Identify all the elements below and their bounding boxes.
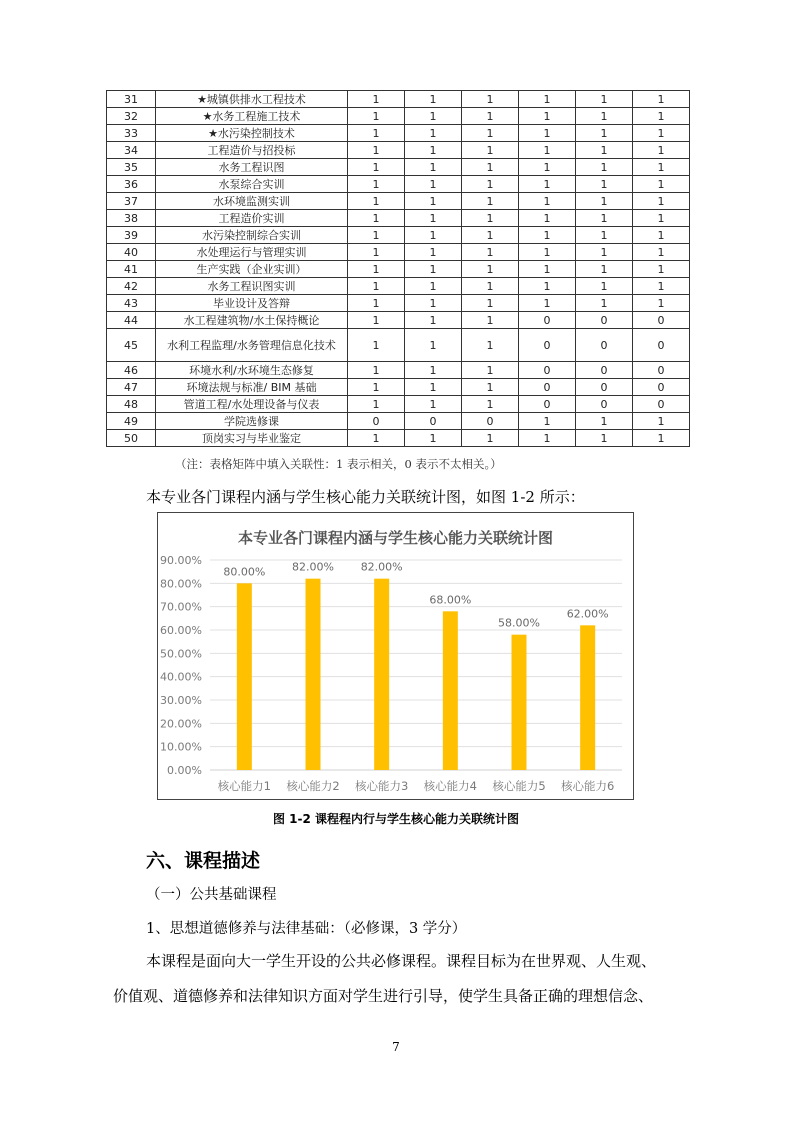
relevance-cell: 0 bbox=[633, 362, 690, 379]
y-tick-label: 0.00% bbox=[167, 764, 202, 777]
table-row bbox=[107, 210, 690, 227]
relevance-cell: 0 bbox=[405, 413, 462, 430]
y-tick-label: 80.00% bbox=[160, 577, 202, 591]
table-row bbox=[107, 176, 690, 193]
course-name-cell: 水泵综合实训 bbox=[156, 176, 348, 193]
relevance-cell: 1 bbox=[405, 430, 462, 447]
data-label: 62.00% bbox=[566, 607, 609, 621]
relevance-cell: 1 bbox=[633, 413, 690, 430]
relevance-cell: 1 bbox=[405, 244, 462, 261]
relevance-cell: 1 bbox=[462, 396, 519, 413]
relevance-cell: 1 bbox=[348, 227, 405, 244]
relevance-cell: 1 bbox=[348, 193, 405, 210]
relevance-cell: 1 bbox=[348, 312, 405, 329]
relevance-cell: 1 bbox=[462, 91, 519, 108]
row-number-cell: 50 bbox=[107, 430, 156, 447]
relevance-cell: 1 bbox=[519, 244, 576, 261]
bar bbox=[374, 579, 389, 770]
x-tick-label: 核心能力4 bbox=[423, 779, 477, 793]
table-row bbox=[107, 227, 690, 244]
table-row bbox=[107, 396, 690, 413]
relevance-cell: 1 bbox=[348, 295, 405, 312]
course-name-cell: ★城镇供排水工程技术 bbox=[156, 91, 348, 108]
paragraph-line: 本课程是面向大一学生开设的公共必修课程。课程目标为在世界观、人生观、 bbox=[146, 952, 657, 970]
relevance-cell: 0 bbox=[519, 379, 576, 396]
relevance-cell: 0 bbox=[633, 312, 690, 329]
table-row bbox=[107, 108, 690, 125]
relevance-cell: 1 bbox=[462, 125, 519, 142]
relevance-cell: 1 bbox=[405, 176, 462, 193]
relevance-cell: 1 bbox=[633, 108, 690, 125]
relevance-cell: 1 bbox=[462, 142, 519, 159]
table-row bbox=[107, 413, 690, 430]
bar bbox=[580, 625, 595, 770]
data-label: 80.00% bbox=[223, 565, 266, 579]
course-ability-matrix-table bbox=[106, 90, 690, 447]
relevance-cell: 1 bbox=[348, 396, 405, 413]
relevance-cell: 1 bbox=[633, 91, 690, 108]
relevance-cell: 0 bbox=[519, 312, 576, 329]
table-row bbox=[107, 362, 690, 379]
relevance-cell: 1 bbox=[348, 176, 405, 193]
row-number-cell: 35 bbox=[107, 159, 156, 176]
bar bbox=[306, 579, 321, 770]
relevance-cell: 1 bbox=[405, 193, 462, 210]
course-name-cell: 水务工程识图实训 bbox=[156, 278, 348, 295]
row-number-cell: 33 bbox=[107, 125, 156, 142]
course-name-cell: ★水污染控制技术 bbox=[156, 125, 348, 142]
y-tick-label: 70.00% bbox=[160, 600, 202, 614]
relevance-cell: 1 bbox=[348, 261, 405, 278]
relevance-cell: 1 bbox=[348, 159, 405, 176]
table-row bbox=[107, 295, 690, 312]
relevance-cell: 1 bbox=[462, 329, 519, 362]
relevance-cell: 1 bbox=[633, 278, 690, 295]
table-row bbox=[107, 278, 690, 295]
relevance-cell: 1 bbox=[462, 193, 519, 210]
relevance-cell: 1 bbox=[462, 430, 519, 447]
relevance-cell: 0 bbox=[519, 396, 576, 413]
relevance-cell: 1 bbox=[462, 312, 519, 329]
relevance-cell: 0 bbox=[633, 396, 690, 413]
relevance-cell: 0 bbox=[633, 379, 690, 396]
relevance-cell: 1 bbox=[462, 379, 519, 396]
x-tick-label: 核心能力1 bbox=[217, 779, 271, 793]
relevance-cell: 1 bbox=[519, 91, 576, 108]
relevance-cell: 1 bbox=[633, 176, 690, 193]
row-number-cell: 42 bbox=[107, 278, 156, 295]
row-number-cell: 48 bbox=[107, 396, 156, 413]
relevance-cell: 0 bbox=[462, 413, 519, 430]
relevance-cell: 1 bbox=[633, 125, 690, 142]
relevance-cell: 1 bbox=[519, 295, 576, 312]
relevance-cell: 1 bbox=[405, 312, 462, 329]
relevance-cell: 0 bbox=[348, 413, 405, 430]
relevance-cell: 1 bbox=[462, 244, 519, 261]
relevance-cell: 0 bbox=[576, 312, 633, 329]
table-row bbox=[107, 244, 690, 261]
paragraph-line: 价值观、道德修养和法律知识方面对学生进行引导，使学生具备正确的理想信念、 bbox=[113, 987, 654, 1005]
section-heading: 六、课程描述 bbox=[146, 850, 261, 872]
relevance-cell: 1 bbox=[405, 159, 462, 176]
relevance-cell: 1 bbox=[462, 278, 519, 295]
y-tick-label: 50.00% bbox=[160, 647, 202, 661]
row-number-cell: 39 bbox=[107, 227, 156, 244]
row-number-cell: 43 bbox=[107, 295, 156, 312]
relevance-cell: 1 bbox=[633, 142, 690, 159]
relevance-cell: 1 bbox=[576, 142, 633, 159]
relevance-cell: 1 bbox=[576, 210, 633, 227]
relevance-cell: 1 bbox=[633, 159, 690, 176]
relevance-cell: 1 bbox=[405, 295, 462, 312]
relevance-cell: 1 bbox=[462, 261, 519, 278]
row-number-cell: 36 bbox=[107, 176, 156, 193]
relevance-cell: 1 bbox=[348, 244, 405, 261]
row-number-cell: 31 bbox=[107, 91, 156, 108]
table-row bbox=[107, 125, 690, 142]
row-number-cell: 32 bbox=[107, 108, 156, 125]
relevance-cell: 1 bbox=[519, 261, 576, 278]
relevance-cell: 1 bbox=[576, 278, 633, 295]
x-tick-label: 核心能力3 bbox=[355, 779, 409, 793]
course-name-cell: 水务工程识图 bbox=[156, 159, 348, 176]
relevance-cell: 1 bbox=[348, 142, 405, 159]
table-note: （注：表格矩阵中填入关联性：1 表示相关，0 表示不太相关。） bbox=[175, 457, 502, 471]
relevance-cell: 1 bbox=[519, 278, 576, 295]
table-row bbox=[107, 159, 690, 176]
relevance-cell: 1 bbox=[405, 142, 462, 159]
relevance-cell: 1 bbox=[462, 362, 519, 379]
relevance-cell: 0 bbox=[576, 379, 633, 396]
course-name-cell: 顶岗实习与毕业鉴定 bbox=[156, 430, 348, 447]
relevance-cell: 1 bbox=[519, 193, 576, 210]
table-row bbox=[107, 193, 690, 210]
bar bbox=[237, 583, 252, 770]
row-number-cell: 47 bbox=[107, 379, 156, 396]
y-tick-label: 40.00% bbox=[160, 670, 202, 684]
course-name-cell: 环境水利/水环境生态修复 bbox=[156, 362, 348, 379]
row-number-cell: 45 bbox=[107, 329, 156, 362]
relevance-cell: 1 bbox=[348, 278, 405, 295]
chart-plot-area bbox=[158, 513, 635, 801]
chart-title: 本专业各门课程内涵与学生核心能力关联统计图 bbox=[237, 529, 553, 547]
relevance-cell: 0 bbox=[576, 329, 633, 362]
x-tick-label: 核心能力6 bbox=[561, 779, 615, 793]
relevance-cell: 1 bbox=[462, 159, 519, 176]
relevance-cell: 1 bbox=[462, 210, 519, 227]
row-number-cell: 41 bbox=[107, 261, 156, 278]
course-name-cell: 生产实践（企业实训） bbox=[156, 261, 348, 278]
page-number: 7 bbox=[392, 1040, 400, 1054]
course-name-cell: 水环境监测实训 bbox=[156, 193, 348, 210]
relevance-cell: 1 bbox=[576, 430, 633, 447]
bar bbox=[512, 635, 527, 770]
row-number-cell: 40 bbox=[107, 244, 156, 261]
relevance-cell: 1 bbox=[633, 210, 690, 227]
relevance-cell: 1 bbox=[576, 108, 633, 125]
row-number-cell: 49 bbox=[107, 413, 156, 430]
relevance-cell: 1 bbox=[633, 244, 690, 261]
table-row bbox=[107, 261, 690, 278]
figure-caption: 图 1-2 课程程内行与学生核心能力关联统计图 bbox=[272, 812, 520, 826]
relevance-cell: 1 bbox=[519, 413, 576, 430]
relevance-cell: 1 bbox=[405, 329, 462, 362]
table-row bbox=[107, 312, 690, 329]
relevance-cell: 1 bbox=[519, 210, 576, 227]
relevance-cell: 1 bbox=[405, 91, 462, 108]
relevance-cell: 1 bbox=[519, 227, 576, 244]
data-label: 58.00% bbox=[498, 616, 540, 630]
relevance-cell: 0 bbox=[576, 362, 633, 379]
relevance-cell: 1 bbox=[462, 227, 519, 244]
relevance-cell: 1 bbox=[576, 193, 633, 210]
y-tick-label: 30.00% bbox=[160, 694, 202, 707]
relevance-cell: 1 bbox=[348, 125, 405, 142]
table-row bbox=[107, 329, 690, 362]
y-tick-label: 10.00% bbox=[160, 740, 202, 754]
relevance-cell: 0 bbox=[519, 362, 576, 379]
table-row bbox=[107, 142, 690, 159]
course-name-cell: 工程造价与招投标 bbox=[156, 142, 348, 159]
relevance-cell: 1 bbox=[576, 244, 633, 261]
relevance-cell: 1 bbox=[348, 362, 405, 379]
relevance-cell: 1 bbox=[348, 430, 405, 447]
relevance-cell: 1 bbox=[576, 176, 633, 193]
y-tick-label: 20.00% bbox=[160, 717, 202, 731]
x-tick-label: 核心能力5 bbox=[492, 779, 546, 793]
data-label: 68.00% bbox=[429, 593, 472, 607]
relevance-cell: 1 bbox=[576, 295, 633, 312]
relevance-cell: 0 bbox=[633, 329, 690, 362]
data-label: 82.00% bbox=[360, 560, 403, 574]
relevance-cell: 1 bbox=[576, 413, 633, 430]
relevance-cell: 1 bbox=[405, 227, 462, 244]
row-number-cell: 46 bbox=[107, 362, 156, 379]
y-tick-label: 90.00% bbox=[160, 554, 202, 567]
row-number-cell: 37 bbox=[107, 193, 156, 210]
item-heading: 1、思想道德修养与法律基础：（必修课，3 学分） bbox=[146, 921, 467, 937]
relevance-cell: 1 bbox=[633, 295, 690, 312]
relevance-cell: 1 bbox=[519, 176, 576, 193]
row-number-cell: 44 bbox=[107, 312, 156, 329]
relevance-cell: 1 bbox=[633, 261, 690, 278]
relevance-cell: 1 bbox=[519, 108, 576, 125]
relevance-cell: 1 bbox=[405, 379, 462, 396]
course-name-cell: 工程造价实训 bbox=[156, 210, 348, 227]
bar-chart bbox=[157, 512, 634, 800]
subsection-heading: （一）公共基础课程 bbox=[146, 887, 277, 903]
relevance-cell: 1 bbox=[576, 159, 633, 176]
course-name-cell: ★水务工程施工技术 bbox=[156, 108, 348, 125]
x-tick-label: 核心能力2 bbox=[286, 779, 340, 793]
relevance-cell: 1 bbox=[405, 362, 462, 379]
course-name-cell: 环境法规与标准/ BIM 基础 bbox=[156, 379, 348, 396]
relevance-cell: 1 bbox=[519, 125, 576, 142]
row-number-cell: 34 bbox=[107, 142, 156, 159]
course-name-cell: 水利工程监理/水务管理信息化技术 bbox=[156, 329, 348, 362]
chart-intro-text: 本专业各门课程内涵与学生核心能力关联统计图，如图 1-2 所示： bbox=[146, 488, 585, 506]
course-name-cell: 水处理运行与管理实训 bbox=[156, 244, 348, 261]
relevance-cell: 1 bbox=[576, 125, 633, 142]
relevance-cell: 1 bbox=[405, 261, 462, 278]
data-label: 82.00% bbox=[292, 560, 334, 574]
relevance-cell: 1 bbox=[576, 91, 633, 108]
relevance-cell: 1 bbox=[405, 210, 462, 227]
table-row bbox=[107, 91, 690, 108]
relevance-cell: 1 bbox=[519, 159, 576, 176]
relevance-cell: 1 bbox=[405, 396, 462, 413]
relevance-cell: 1 bbox=[405, 125, 462, 142]
relevance-cell: 1 bbox=[348, 379, 405, 396]
relevance-cell: 1 bbox=[462, 108, 519, 125]
relevance-cell: 1 bbox=[576, 261, 633, 278]
relevance-cell: 1 bbox=[405, 278, 462, 295]
relevance-cell: 1 bbox=[348, 108, 405, 125]
relevance-cell: 1 bbox=[633, 227, 690, 244]
table-row bbox=[107, 430, 690, 447]
bar bbox=[443, 611, 458, 770]
table-row bbox=[107, 379, 690, 396]
relevance-cell: 1 bbox=[633, 430, 690, 447]
relevance-cell: 1 bbox=[633, 193, 690, 210]
y-tick-label: 60.00% bbox=[160, 624, 202, 637]
relevance-cell: 1 bbox=[462, 176, 519, 193]
relevance-cell: 1 bbox=[462, 295, 519, 312]
relevance-cell: 1 bbox=[405, 108, 462, 125]
relevance-cell: 0 bbox=[519, 329, 576, 362]
course-name-cell: 水污染控制综合实训 bbox=[156, 227, 348, 244]
row-number-cell: 38 bbox=[107, 210, 156, 227]
course-name-cell: 水工程建筑物/水土保持概论 bbox=[156, 312, 348, 329]
relevance-cell: 1 bbox=[576, 227, 633, 244]
relevance-cell: 1 bbox=[348, 329, 405, 362]
relevance-cell: 0 bbox=[576, 396, 633, 413]
relevance-cell: 1 bbox=[519, 142, 576, 159]
relevance-cell: 1 bbox=[519, 430, 576, 447]
course-name-cell: 管道工程/水处理设备与仪表 bbox=[156, 396, 348, 413]
relevance-cell: 1 bbox=[348, 91, 405, 108]
course-name-cell: 学院选修课 bbox=[156, 413, 348, 430]
relevance-cell: 1 bbox=[348, 210, 405, 227]
course-name-cell: 毕业设计及答辩 bbox=[156, 295, 348, 312]
